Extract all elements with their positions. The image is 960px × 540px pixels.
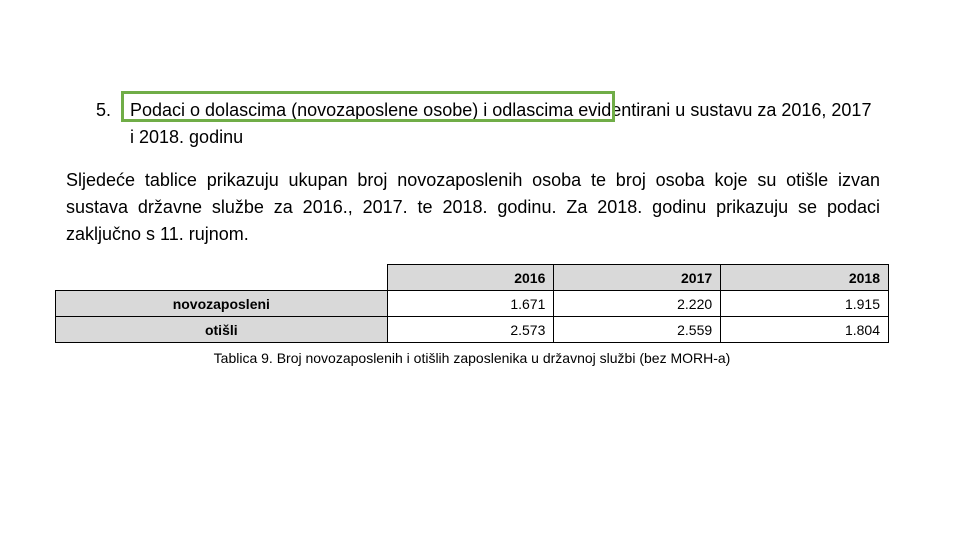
section-heading: [96, 97, 876, 151]
table-row: [56, 291, 889, 317]
intro-paragraph: Sljedeće tablice prikazuju ukupan broj novozaposlenih osoba te broj osoba koje su otišle izvan sustava državne službe za 2016., 2017. te 2018. godinu. Za 2018. godinu prikazuju se podaci zaključno s 11. rujnom.: [66, 170, 880, 244]
row-label-novozaposleni: novozaposleni: [56, 291, 388, 317]
column-header-2017: 2017: [554, 265, 721, 291]
table-row: [56, 317, 889, 343]
table-cell: 1.804: [721, 317, 889, 343]
section-title: Podaci o dolascima (novozaposlene osobe) i odlascima evidentirani u sustavu za 2016, 2017 i 2018. godinu: [130, 100, 872, 147]
table-cell: 2.220: [554, 291, 721, 317]
row-label-otisli: otišli: [56, 317, 388, 343]
table-cell: 1.915: [721, 291, 889, 317]
table-cell: 2.559: [554, 317, 721, 343]
table-cell: 2.573: [387, 317, 554, 343]
column-header-2018: 2018: [721, 265, 889, 291]
data-table: [55, 264, 889, 343]
table-cell: 1.671: [387, 291, 554, 317]
table-caption: Tablica 9. Broj novozaposlenih i otišlih zaposlenika u državnoj službi (bez MORH-a): [213, 350, 731, 366]
section-number: 5.: [96, 100, 112, 120]
table-header-row: [56, 265, 889, 291]
table-corner-cell: [56, 265, 388, 291]
column-header-2016: 2016: [387, 265, 554, 291]
